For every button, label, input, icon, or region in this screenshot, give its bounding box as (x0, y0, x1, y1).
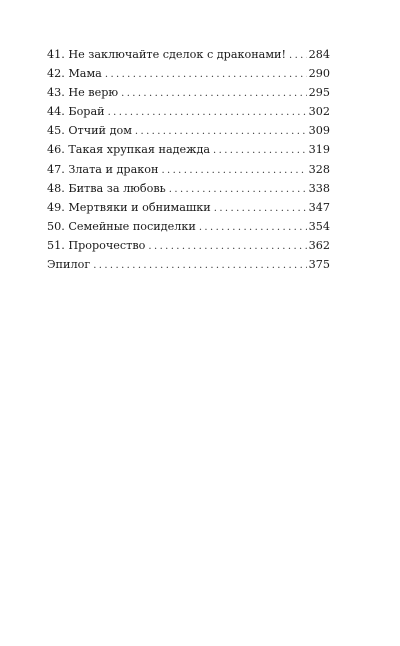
toc-entry-title: 42. Мама (47, 67, 102, 81)
toc-entry-title: 45. Отчий дом (47, 124, 132, 138)
toc-dot-leader (108, 103, 307, 122)
toc-entry-title: 50. Семейные посиделки (47, 219, 196, 233)
toc-entry-title: 48. Битва за любовь (47, 181, 166, 195)
toc-entry-title: 43. Не верю (47, 86, 119, 100)
toc-entry-title: 47. Злата и дракон (47, 162, 159, 176)
toc-dot-leader (105, 65, 307, 84)
toc-entry-page: 319 (308, 143, 330, 157)
toc-dot-leader (214, 199, 307, 218)
toc-entry (47, 255, 330, 274)
toc-entry (47, 102, 330, 121)
toc-entry (47, 45, 330, 64)
toc-entry-title: 41. Не заключайте сделок с драконами! (47, 48, 286, 61)
toc-dot-leader (135, 122, 307, 141)
toc-entry (47, 140, 330, 159)
toc-dot-leader (199, 218, 307, 237)
toc-entry-page: 302 (308, 105, 330, 119)
toc-entry-page: 347 (308, 200, 330, 214)
toc-entry (47, 64, 330, 83)
toc-entry (47, 217, 330, 236)
toc-entry-title: 51. Пророчество (47, 238, 146, 252)
toc-entry (47, 198, 330, 217)
toc-entry (47, 160, 330, 179)
toc-entry-page: 375 (308, 258, 330, 272)
toc-dot-leader (161, 161, 306, 180)
toc-entry-page: 328 (308, 162, 330, 176)
toc-dot-leader (148, 237, 306, 256)
toc-entry-title: 49. Мертвяки и обнимашки (47, 200, 211, 214)
toc-entry-page: 362 (308, 238, 330, 252)
toc-entry-page: 338 (308, 181, 330, 195)
toc-entry (47, 236, 330, 255)
toc-dot-leader (213, 141, 307, 160)
toc-entry-page: 354 (308, 219, 330, 233)
toc-entry-title: 46. Такая хрупкая надежда (47, 143, 211, 157)
toc-entry-page: 284 (308, 48, 330, 61)
toc-dot-leader (169, 180, 307, 199)
toc-entry (47, 179, 330, 198)
toc-entry-title: Эпилог (47, 258, 91, 272)
toc-entry (47, 121, 330, 140)
toc-dot-leader (121, 84, 307, 103)
toc-dot-leader (289, 46, 307, 65)
toc-entry-page: 290 (308, 67, 330, 81)
toc-entry-page: 295 (308, 86, 330, 100)
toc-entry-page: 309 (308, 124, 330, 138)
toc-dot-leader (93, 256, 306, 275)
table-of-contents (47, 45, 330, 274)
toc-entry (47, 83, 330, 102)
toc-entry-title: 44. Борай (47, 105, 105, 119)
